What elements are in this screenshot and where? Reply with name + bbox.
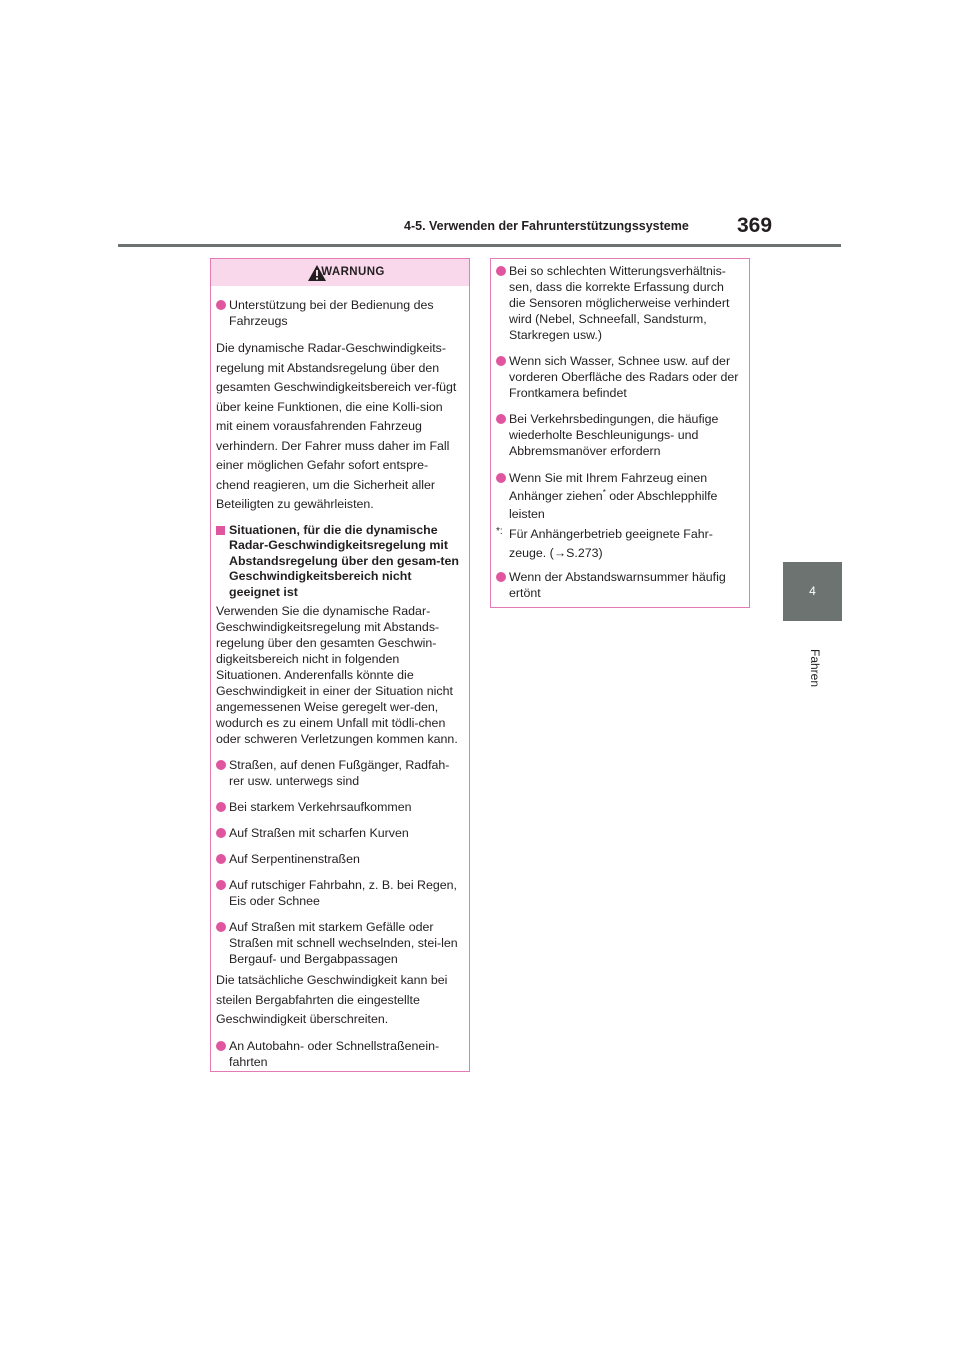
bullet-icon (216, 828, 226, 838)
paragraph: Die tatsächliche Geschwindigkeit kann bei steilen Bergabfahrten die eingestellte Geschwindigkeit überschreiten. (216, 973, 448, 1026)
page-number: 369 (737, 214, 773, 237)
bullet-icon (496, 356, 506, 366)
bullet-icon (216, 922, 226, 932)
warning-box-right (490, 258, 750, 608)
subheading: Situationen, für die die dynamische Radar-Geschwindigkeitsregelung mit Abstandsregelung über den gesam-ten Geschwindigkeitsbereich nicht geeignet ist (216, 523, 461, 601)
list-item: Bei Verkehrsbedingungen, die häufige wiederholte Beschleunigungs- und Abbremsmanöver erfordern (496, 411, 741, 459)
bullet-icon (216, 880, 226, 890)
list-item: Auf Straßen mit scharfen Kurven (216, 825, 461, 841)
chapter-label: Fahren (808, 648, 822, 688)
warning-title: WARNUNG (321, 266, 385, 278)
bullet-icon (216, 802, 226, 812)
bullet-icon (496, 572, 506, 582)
warning-header (211, 259, 469, 286)
list-item: Bei so schlechten Witterungsverhältnis-sen, dass die korrekte Erfassung durch die Sensoren möglicherweise verhindert wird (Nebel, Schneefall, Sandsturm, Starkregen usw.) (496, 263, 741, 343)
footnote: *: Für Anhängerbetrieb geeignete Fahr-zeuge. (→S.273) (496, 525, 741, 563)
list-item: Wenn der Abstandswarnsummer häufig ertönt (496, 569, 741, 601)
chapter-tab (783, 562, 842, 621)
bullet-icon (496, 266, 506, 276)
section-title: 4-5. Verwenden der Fahrunterstützungssysteme (404, 219, 689, 233)
list-item: Straßen, auf denen Fußgänger, Radfah-rer usw. unterwegs sind (216, 757, 461, 789)
list-item: Wenn sich Wasser, Schnee usw. auf der vorderen Oberfläche des Radars oder der Frontkamera befindet (496, 353, 741, 401)
header-divider (118, 244, 841, 247)
paragraph: Die dynamische Radar-Geschwindigkeits-regelung mit Abstandsregelung über den gesamten Geschwindigkeitsbereich ver-fügt über keine Funktionen, die eine Kolli-sion mit einem vorausfahrenden Fahrzeug verhindern. Der Fahrer muss daher im Fall einer möglichen Gefahr sofort entspre-chend reagieren, um die Sicherheit aller Beteiligten zu gewährleisten. (216, 341, 457, 511)
footnote-mark: *: (496, 526, 503, 537)
list-item: Auf Straßen mit starkem Gefälle oder Straßen mit schnell wechselnden, stei-len Bergauf- und Bergabpassagen (216, 919, 461, 967)
asterisk-mark: * (602, 487, 606, 497)
bullet-icon (216, 300, 226, 310)
bullet-icon (496, 473, 506, 483)
warning-triangle-icon (307, 264, 327, 282)
paragraph: Verwenden Sie die dynamische Radar-Geschwindigkeitsregelung mit Abstands-regelung über den gesamten Geschwin-digkeitsbereich nicht in folgenden Situationen. Anderenfalls könnte die Geschwindigkeit in einer der Situation nicht angemessenen Weise geregelt wer-den, wodurch es zu einem Unfall mit tödli-chen oder schweren Verletzungen kommen kann. (216, 604, 458, 746)
bullet-icon (216, 1041, 226, 1051)
square-bullet-icon (216, 526, 225, 535)
list-item: Auf rutschiger Fahrbahn, z. B. bei Regen, Eis oder Schnee (216, 877, 461, 909)
list-item: Bei starkem Verkehrsaufkommen (216, 799, 461, 815)
list-item: Auf Serpentinenstraßen (216, 851, 461, 867)
bullet-icon (216, 854, 226, 864)
chapter-number: 4 (809, 584, 816, 598)
bullet-icon (216, 760, 226, 770)
list-item: Unterstützung bei der Bedienung des Fahrzeugs (216, 297, 461, 329)
list-item: Wenn Sie mit Ihrem Fahrzeug einen Anhänger ziehen* oder Abschlepphilfe leisten (496, 469, 741, 523)
warning-box-left (210, 258, 470, 1072)
list-item: An Autobahn- oder Schnellstraßenein-fahrten (216, 1038, 461, 1070)
bullet-icon (496, 414, 506, 424)
